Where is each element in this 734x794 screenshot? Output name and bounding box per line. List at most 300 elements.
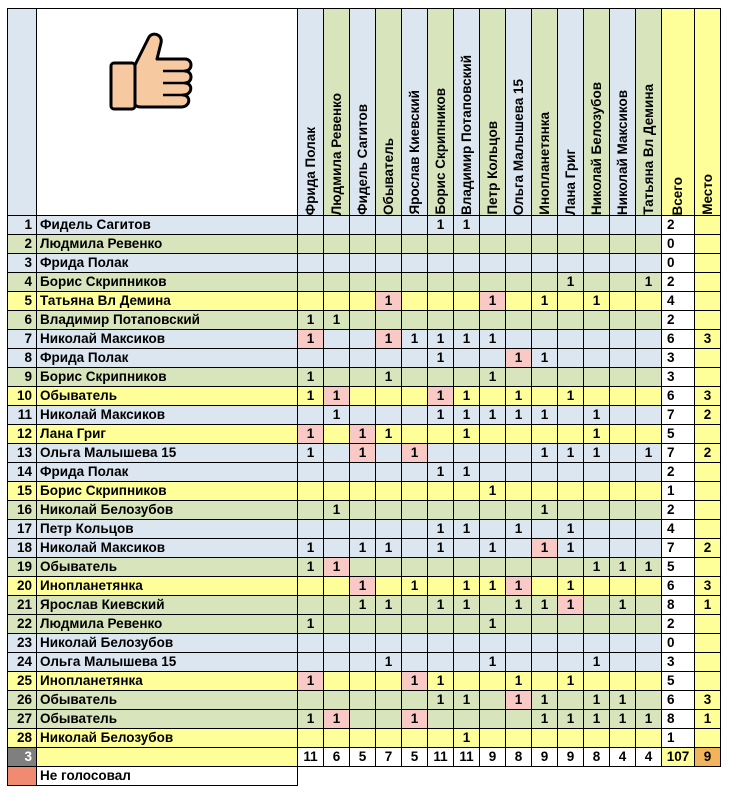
vote-cell[interactable] [506, 425, 532, 444]
vote-cell[interactable] [610, 539, 636, 558]
vote-cell[interactable]: 1 [480, 292, 506, 311]
vote-cell[interactable] [324, 425, 350, 444]
vote-cell[interactable] [324, 292, 350, 311]
vote-cell[interactable]: 1 [376, 596, 402, 615]
vote-cell[interactable]: 1 [480, 330, 506, 349]
vote-cell[interactable] [558, 330, 584, 349]
vote-cell[interactable]: 1 [610, 558, 636, 577]
vote-cell[interactable] [454, 368, 480, 387]
vote-cell[interactable] [402, 216, 428, 235]
vote-cell[interactable] [610, 501, 636, 520]
vote-cell[interactable] [558, 254, 584, 273]
vote-cell[interactable] [402, 596, 428, 615]
vote-cell[interactable] [636, 254, 662, 273]
vote-cell[interactable]: 1 [376, 425, 402, 444]
vote-cell[interactable] [610, 482, 636, 501]
vote-cell[interactable]: 1 [402, 710, 428, 729]
vote-cell[interactable]: 1 [506, 596, 532, 615]
vote-cell[interactable]: 1 [428, 406, 454, 425]
vote-cell[interactable] [376, 482, 402, 501]
vote-cell[interactable] [298, 349, 324, 368]
vote-cell[interactable] [428, 710, 454, 729]
vote-cell[interactable]: 1 [584, 710, 610, 729]
vote-cell[interactable]: 1 [350, 577, 376, 596]
vote-cell[interactable] [480, 710, 506, 729]
vote-cell[interactable] [558, 406, 584, 425]
vote-cell[interactable] [506, 235, 532, 254]
vote-cell[interactable] [428, 558, 454, 577]
vote-cell[interactable]: 1 [298, 330, 324, 349]
vote-cell[interactable] [428, 254, 454, 273]
vote-cell[interactable] [480, 311, 506, 330]
vote-cell[interactable] [584, 577, 610, 596]
vote-cell[interactable] [402, 273, 428, 292]
vote-cell[interactable] [350, 501, 376, 520]
vote-cell[interactable] [324, 634, 350, 653]
vote-cell[interactable] [636, 653, 662, 672]
vote-cell[interactable] [584, 615, 610, 634]
vote-cell[interactable] [376, 672, 402, 691]
vote-cell[interactable] [584, 596, 610, 615]
vote-cell[interactable]: 1 [454, 577, 480, 596]
vote-cell[interactable]: 1 [454, 425, 480, 444]
vote-cell[interactable]: 1 [610, 710, 636, 729]
vote-cell[interactable] [584, 273, 610, 292]
vote-cell[interactable] [376, 691, 402, 710]
vote-cell[interactable]: 1 [298, 672, 324, 691]
vote-cell[interactable]: 1 [376, 368, 402, 387]
vote-cell[interactable]: 1 [428, 330, 454, 349]
vote-cell[interactable] [636, 311, 662, 330]
vote-cell[interactable]: 1 [558, 577, 584, 596]
vote-cell[interactable]: 1 [350, 596, 376, 615]
vote-cell[interactable] [506, 368, 532, 387]
vote-cell[interactable]: 1 [350, 425, 376, 444]
vote-cell[interactable] [558, 653, 584, 672]
vote-cell[interactable] [610, 634, 636, 653]
vote-cell[interactable]: 1 [480, 577, 506, 596]
vote-cell[interactable]: 1 [480, 406, 506, 425]
vote-cell[interactable]: 1 [506, 691, 532, 710]
vote-cell[interactable]: 1 [480, 368, 506, 387]
vote-cell[interactable] [454, 292, 480, 311]
vote-cell[interactable]: 1 [532, 691, 558, 710]
vote-cell[interactable] [324, 577, 350, 596]
vote-cell[interactable] [298, 577, 324, 596]
vote-cell[interactable]: 1 [636, 444, 662, 463]
vote-cell[interactable] [506, 539, 532, 558]
vote-cell[interactable]: 1 [324, 501, 350, 520]
vote-cell[interactable]: 1 [558, 520, 584, 539]
vote-cell[interactable] [376, 520, 402, 539]
vote-cell[interactable] [350, 368, 376, 387]
vote-cell[interactable] [350, 729, 376, 748]
vote-cell[interactable] [402, 463, 428, 482]
vote-cell[interactable]: 1 [298, 425, 324, 444]
vote-cell[interactable] [506, 558, 532, 577]
vote-cell[interactable] [298, 406, 324, 425]
vote-cell[interactable]: 1 [454, 463, 480, 482]
vote-cell[interactable] [454, 615, 480, 634]
vote-cell[interactable] [350, 653, 376, 672]
vote-cell[interactable]: 1 [584, 444, 610, 463]
vote-cell[interactable] [428, 615, 454, 634]
vote-cell[interactable] [584, 463, 610, 482]
vote-cell[interactable] [402, 387, 428, 406]
vote-cell[interactable] [324, 520, 350, 539]
vote-cell[interactable] [324, 691, 350, 710]
vote-cell[interactable]: 1 [584, 691, 610, 710]
vote-cell[interactable] [610, 273, 636, 292]
vote-cell[interactable] [506, 292, 532, 311]
vote-cell[interactable]: 1 [506, 520, 532, 539]
vote-cell[interactable] [558, 311, 584, 330]
vote-cell[interactable]: 1 [454, 387, 480, 406]
vote-cell[interactable]: 1 [480, 539, 506, 558]
vote-cell[interactable] [636, 596, 662, 615]
vote-cell[interactable]: 1 [506, 349, 532, 368]
vote-cell[interactable] [402, 615, 428, 634]
vote-cell[interactable] [610, 463, 636, 482]
vote-cell[interactable] [532, 254, 558, 273]
vote-cell[interactable] [506, 330, 532, 349]
vote-cell[interactable] [350, 273, 376, 292]
vote-cell[interactable] [532, 729, 558, 748]
vote-cell[interactable] [428, 653, 454, 672]
vote-cell[interactable] [610, 672, 636, 691]
vote-cell[interactable]: 1 [584, 292, 610, 311]
vote-cell[interactable] [324, 482, 350, 501]
vote-cell[interactable] [584, 672, 610, 691]
vote-cell[interactable] [376, 634, 402, 653]
vote-cell[interactable] [376, 216, 402, 235]
vote-cell[interactable]: 1 [558, 273, 584, 292]
vote-cell[interactable] [532, 216, 558, 235]
vote-cell[interactable] [480, 349, 506, 368]
vote-cell[interactable] [298, 634, 324, 653]
vote-cell[interactable] [428, 292, 454, 311]
vote-cell[interactable] [428, 311, 454, 330]
vote-cell[interactable]: 1 [454, 216, 480, 235]
vote-cell[interactable] [324, 653, 350, 672]
vote-cell[interactable] [480, 691, 506, 710]
vote-cell[interactable] [402, 406, 428, 425]
vote-cell[interactable] [324, 254, 350, 273]
vote-cell[interactable] [532, 273, 558, 292]
vote-cell[interactable] [636, 577, 662, 596]
vote-cell[interactable]: 1 [350, 444, 376, 463]
vote-cell[interactable] [558, 482, 584, 501]
vote-cell[interactable] [454, 539, 480, 558]
vote-cell[interactable] [298, 729, 324, 748]
vote-cell[interactable] [454, 444, 480, 463]
vote-cell[interactable]: 1 [558, 387, 584, 406]
vote-cell[interactable]: 1 [506, 387, 532, 406]
vote-cell[interactable]: 1 [428, 216, 454, 235]
vote-cell[interactable] [324, 216, 350, 235]
vote-cell[interactable] [610, 292, 636, 311]
vote-cell[interactable] [558, 558, 584, 577]
vote-cell[interactable] [350, 406, 376, 425]
vote-cell[interactable] [506, 482, 532, 501]
vote-cell[interactable] [376, 501, 402, 520]
vote-cell[interactable]: 1 [558, 539, 584, 558]
vote-cell[interactable] [610, 653, 636, 672]
vote-cell[interactable]: 1 [376, 539, 402, 558]
vote-cell[interactable] [454, 482, 480, 501]
vote-cell[interactable] [558, 292, 584, 311]
vote-cell[interactable]: 1 [558, 596, 584, 615]
vote-cell[interactable] [428, 425, 454, 444]
vote-cell[interactable] [636, 615, 662, 634]
vote-cell[interactable] [532, 482, 558, 501]
vote-cell[interactable]: 1 [298, 710, 324, 729]
vote-cell[interactable] [480, 273, 506, 292]
vote-cell[interactable]: 1 [428, 539, 454, 558]
vote-cell[interactable]: 1 [428, 520, 454, 539]
vote-cell[interactable] [610, 406, 636, 425]
vote-cell[interactable] [584, 482, 610, 501]
vote-cell[interactable]: 1 [532, 501, 558, 520]
vote-cell[interactable] [324, 615, 350, 634]
vote-cell[interactable]: 1 [636, 710, 662, 729]
vote-cell[interactable] [506, 634, 532, 653]
vote-cell[interactable] [584, 330, 610, 349]
vote-cell[interactable] [532, 653, 558, 672]
vote-cell[interactable] [532, 387, 558, 406]
vote-cell[interactable] [324, 444, 350, 463]
vote-cell[interactable] [610, 729, 636, 748]
vote-cell[interactable] [558, 425, 584, 444]
vote-cell[interactable] [454, 254, 480, 273]
vote-cell[interactable]: 1 [454, 691, 480, 710]
vote-cell[interactable] [298, 520, 324, 539]
vote-cell[interactable] [584, 311, 610, 330]
vote-cell[interactable] [532, 615, 558, 634]
vote-cell[interactable] [584, 387, 610, 406]
vote-cell[interactable]: 1 [402, 330, 428, 349]
vote-cell[interactable] [506, 729, 532, 748]
vote-cell[interactable] [558, 634, 584, 653]
vote-cell[interactable] [350, 710, 376, 729]
vote-cell[interactable] [402, 482, 428, 501]
vote-cell[interactable] [402, 539, 428, 558]
vote-cell[interactable] [350, 254, 376, 273]
vote-cell[interactable] [324, 273, 350, 292]
vote-cell[interactable] [454, 558, 480, 577]
vote-cell[interactable] [636, 425, 662, 444]
vote-cell[interactable] [350, 330, 376, 349]
vote-cell[interactable] [558, 235, 584, 254]
vote-cell[interactable] [584, 501, 610, 520]
vote-cell[interactable] [298, 273, 324, 292]
vote-cell[interactable]: 1 [324, 387, 350, 406]
vote-cell[interactable]: 1 [428, 672, 454, 691]
vote-cell[interactable]: 1 [636, 273, 662, 292]
vote-cell[interactable] [428, 368, 454, 387]
vote-cell[interactable] [636, 463, 662, 482]
vote-cell[interactable] [324, 729, 350, 748]
vote-cell[interactable] [402, 691, 428, 710]
vote-cell[interactable] [636, 539, 662, 558]
vote-cell[interactable] [532, 558, 558, 577]
vote-cell[interactable]: 1 [532, 349, 558, 368]
vote-cell[interactable] [350, 615, 376, 634]
vote-cell[interactable] [636, 216, 662, 235]
vote-cell[interactable] [558, 729, 584, 748]
vote-cell[interactable]: 1 [480, 653, 506, 672]
vote-cell[interactable]: 1 [428, 349, 454, 368]
vote-cell[interactable]: 1 [298, 311, 324, 330]
vote-cell[interactable]: 1 [324, 406, 350, 425]
vote-cell[interactable]: 1 [298, 387, 324, 406]
vote-cell[interactable] [324, 463, 350, 482]
vote-cell[interactable]: 1 [454, 330, 480, 349]
vote-cell[interactable] [402, 349, 428, 368]
vote-cell[interactable] [636, 235, 662, 254]
vote-cell[interactable] [636, 406, 662, 425]
vote-cell[interactable] [402, 558, 428, 577]
vote-cell[interactable] [636, 634, 662, 653]
vote-cell[interactable] [558, 691, 584, 710]
vote-cell[interactable] [636, 691, 662, 710]
vote-cell[interactable] [610, 387, 636, 406]
vote-cell[interactable] [532, 425, 558, 444]
vote-cell[interactable] [454, 634, 480, 653]
vote-cell[interactable] [376, 311, 402, 330]
vote-cell[interactable] [584, 539, 610, 558]
vote-cell[interactable] [376, 710, 402, 729]
vote-cell[interactable]: 1 [558, 444, 584, 463]
vote-cell[interactable] [636, 729, 662, 748]
vote-cell[interactable] [376, 406, 402, 425]
vote-cell[interactable] [376, 273, 402, 292]
vote-cell[interactable] [532, 311, 558, 330]
vote-cell[interactable] [376, 444, 402, 463]
vote-cell[interactable] [636, 292, 662, 311]
vote-cell[interactable]: 1 [584, 558, 610, 577]
vote-cell[interactable] [636, 501, 662, 520]
vote-cell[interactable] [584, 729, 610, 748]
vote-cell[interactable]: 1 [428, 463, 454, 482]
vote-cell[interactable] [506, 653, 532, 672]
vote-cell[interactable] [298, 482, 324, 501]
vote-cell[interactable] [324, 330, 350, 349]
vote-cell[interactable] [454, 311, 480, 330]
vote-cell[interactable] [480, 501, 506, 520]
vote-cell[interactable] [350, 235, 376, 254]
vote-cell[interactable] [298, 653, 324, 672]
vote-cell[interactable] [324, 349, 350, 368]
vote-cell[interactable] [454, 349, 480, 368]
vote-cell[interactable] [610, 254, 636, 273]
vote-cell[interactable] [376, 615, 402, 634]
vote-cell[interactable]: 1 [506, 577, 532, 596]
vote-cell[interactable] [402, 425, 428, 444]
vote-cell[interactable] [402, 501, 428, 520]
vote-cell[interactable] [480, 235, 506, 254]
vote-cell[interactable]: 1 [532, 539, 558, 558]
vote-cell[interactable]: 1 [298, 539, 324, 558]
vote-cell[interactable] [610, 368, 636, 387]
vote-cell[interactable] [428, 634, 454, 653]
vote-cell[interactable] [506, 615, 532, 634]
vote-cell[interactable] [324, 539, 350, 558]
vote-cell[interactable] [402, 520, 428, 539]
vote-cell[interactable] [558, 216, 584, 235]
vote-cell[interactable] [376, 235, 402, 254]
vote-cell[interactable] [584, 216, 610, 235]
vote-cell[interactable]: 1 [584, 653, 610, 672]
vote-cell[interactable] [506, 463, 532, 482]
vote-cell[interactable] [584, 520, 610, 539]
vote-cell[interactable] [506, 311, 532, 330]
vote-cell[interactable] [506, 216, 532, 235]
vote-cell[interactable] [324, 672, 350, 691]
vote-cell[interactable] [506, 710, 532, 729]
vote-cell[interactable] [610, 216, 636, 235]
vote-cell[interactable] [428, 273, 454, 292]
vote-cell[interactable] [454, 710, 480, 729]
vote-cell[interactable] [480, 596, 506, 615]
vote-cell[interactable] [532, 672, 558, 691]
vote-cell[interactable] [610, 330, 636, 349]
vote-cell[interactable]: 1 [454, 596, 480, 615]
vote-cell[interactable]: 1 [480, 482, 506, 501]
vote-cell[interactable] [350, 463, 376, 482]
vote-cell[interactable] [428, 482, 454, 501]
vote-cell[interactable] [350, 216, 376, 235]
vote-cell[interactable]: 1 [454, 729, 480, 748]
vote-cell[interactable] [532, 577, 558, 596]
vote-cell[interactable] [350, 520, 376, 539]
vote-cell[interactable] [376, 729, 402, 748]
vote-cell[interactable] [532, 634, 558, 653]
vote-cell[interactable] [636, 349, 662, 368]
vote-cell[interactable] [454, 273, 480, 292]
vote-cell[interactable]: 1 [558, 710, 584, 729]
vote-cell[interactable]: 1 [480, 615, 506, 634]
vote-cell[interactable]: 1 [454, 406, 480, 425]
vote-cell[interactable] [350, 691, 376, 710]
vote-cell[interactable] [480, 729, 506, 748]
vote-cell[interactable] [506, 501, 532, 520]
vote-cell[interactable] [454, 235, 480, 254]
vote-cell[interactable] [428, 577, 454, 596]
vote-cell[interactable] [532, 463, 558, 482]
vote-cell[interactable] [584, 634, 610, 653]
vote-cell[interactable] [610, 425, 636, 444]
vote-cell[interactable] [402, 653, 428, 672]
vote-cell[interactable] [428, 444, 454, 463]
vote-cell[interactable] [298, 501, 324, 520]
vote-cell[interactable] [610, 444, 636, 463]
vote-cell[interactable]: 1 [532, 596, 558, 615]
vote-cell[interactable] [402, 254, 428, 273]
vote-cell[interactable] [402, 292, 428, 311]
vote-cell[interactable] [454, 501, 480, 520]
vote-cell[interactable]: 1 [376, 330, 402, 349]
vote-cell[interactable] [480, 520, 506, 539]
vote-cell[interactable]: 1 [324, 558, 350, 577]
vote-cell[interactable]: 1 [298, 558, 324, 577]
vote-cell[interactable] [506, 273, 532, 292]
vote-cell[interactable] [584, 349, 610, 368]
vote-cell[interactable] [584, 235, 610, 254]
vote-cell[interactable] [402, 729, 428, 748]
vote-cell[interactable] [402, 634, 428, 653]
vote-cell[interactable] [584, 254, 610, 273]
